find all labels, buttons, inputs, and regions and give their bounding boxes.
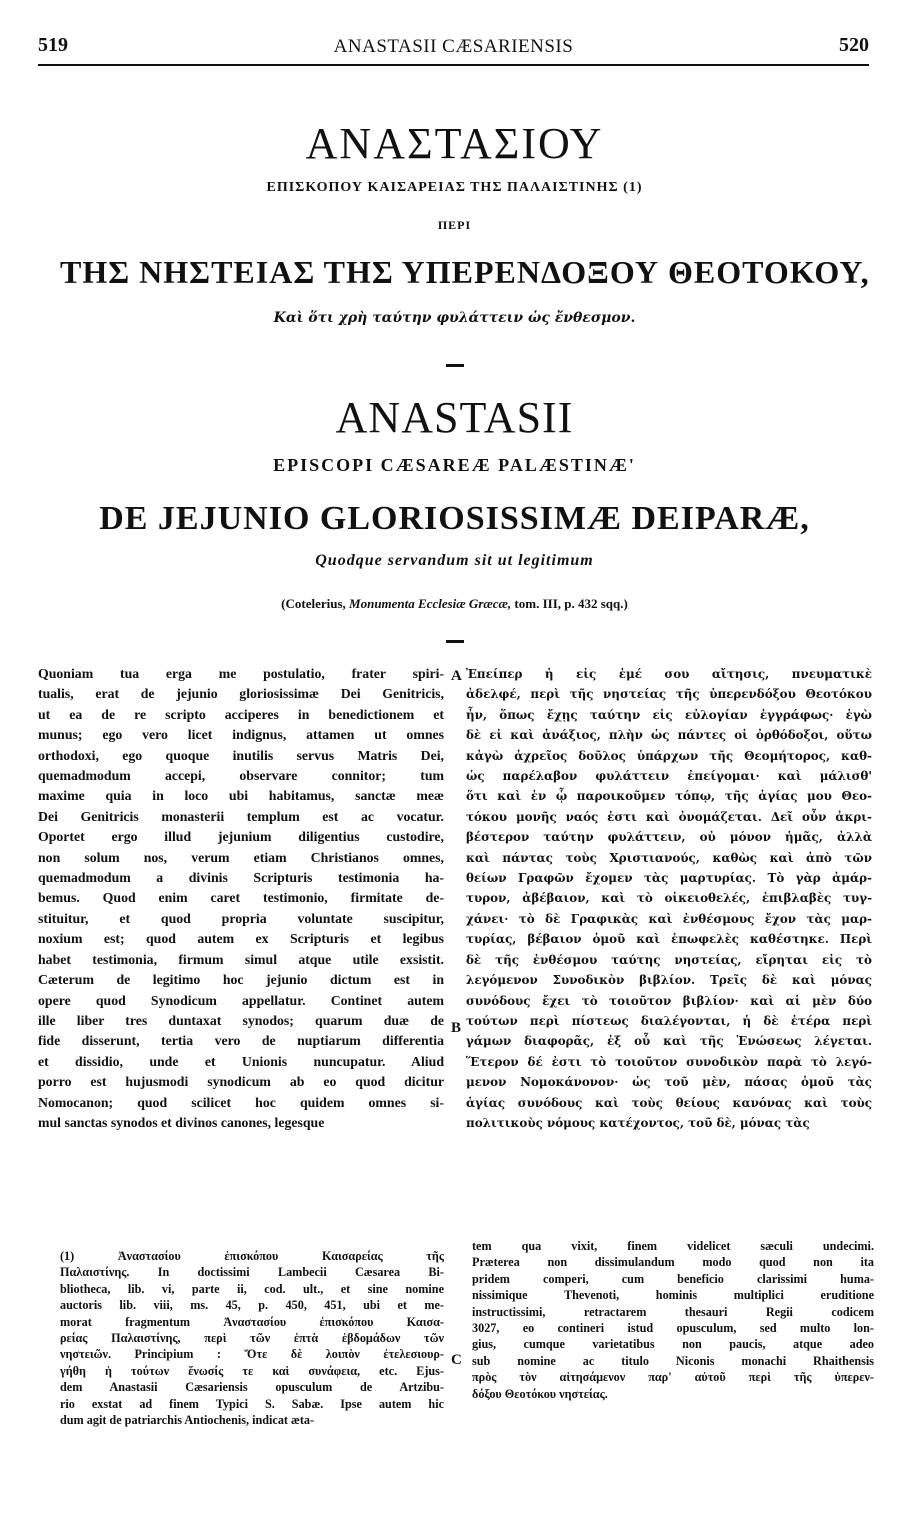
footnote-left: [60, 1248, 444, 1428]
margin-marker-a: A: [451, 668, 462, 684]
footnote-line: dum agit de patriarchis Antiochenis, indicat æta-: [60, 1413, 315, 1428]
latin-text-line: Cæterum de legitimo hoc jejunio dictum est in: [38, 972, 444, 988]
greek-text-line: βέστερον ταύτην φυλάττειν, οὐ μόνον ἡμᾶς, ἀλλὰ: [466, 830, 872, 845]
greek-text-line: λεγόμενον Συνοδικὸν βιβλίον. Τρεῖς δὲ καὶ μόνας: [466, 973, 872, 988]
latin-text-line: opere quod Synodicum appellatur. Continet autem: [38, 992, 444, 1008]
greek-text-line: δὲ τῆς ἐνθέσμου ταύτης νηστείας, εἴρηται εἰς τὸ: [466, 952, 872, 967]
greek-motto: Καὶ ὅτι χρὴ ταύτην φυλάττειν ὡς ἔνθεσμον.: [273, 310, 636, 326]
latin-text-column: [38, 664, 444, 1133]
latin-text-line: Nomocanon; quod scilicet hoc quidem omnes si-: [38, 1094, 444, 1110]
footnote-line: instructissimi, retractarem thesauri Regii codicem: [472, 1304, 874, 1319]
footnote-line: Παλαιστίνης. In doctissimi Lambecii Cæsarea Bi-: [60, 1265, 444, 1280]
greek-text-line: ἁγίας συνόδους καὶ τοὺς θείους κανόνας καὶ τοὺς: [466, 1095, 872, 1110]
source-author: (Cotelerius,: [281, 596, 346, 611]
footnote-line: bliotheca, lib. vi, parte ii, cod. ult., et sine nomine: [60, 1281, 444, 1296]
latin-author-subtitle: EPISCOPI CÆSAREÆ PALÆSTINÆ': [273, 455, 636, 475]
latin-text-line: Dei Genitricis monasterii templum est ac vocatur.: [38, 808, 444, 824]
footnote-line: auctoris lib. viii, ms. 45, p. 450, 451, ubi et me-: [60, 1298, 444, 1313]
greek-text-line: χάνει· τὸ δὲ Γραφικὰς καὶ ἐνθέσμους ἔχον τὰς μαρ-: [466, 911, 872, 926]
running-title: ANASTASII CÆSARIENSIS: [333, 36, 574, 57]
header-rule: [38, 64, 869, 66]
greek-text-line: τυρον, ἀβέβαιον, καὶ τὸ οἰκειοθελές, ἐπιβλαβὲς τυγ-: [466, 891, 872, 906]
greek-peri: ΠΕΡΙ: [437, 218, 472, 232]
latin-text-line: porro est hujusmodi synodicum ab eo quod dicitur: [38, 1074, 444, 1090]
latin-text-line: quemadmodum accepi, observare connitor; tum: [38, 768, 444, 784]
latin-text-line: mul sanctas synodos et divinos canones, legesque: [38, 1114, 325, 1130]
footnote-line: morat fragmentum Ἀναστασίου ἐπισκόπου Καισα-: [60, 1314, 444, 1329]
latin-text-line: tualis, erat de jejunio gloriosissimæ Dei Genitricis,: [38, 686, 444, 702]
source-citation: [60, 596, 849, 612]
greek-text-line: καὶ πάντας τοὺς Χριστιανούς, καθὼς καὶ ἀπὸ τῶν: [466, 850, 872, 865]
greek-text-line: δὲ εἰ καὶ ἀνάξιος, πλὴν ὡς πάντες οἱ ὀρθόδοξοι, οὕτω: [466, 728, 872, 743]
latin-text-line: habet testimonia, firmum simul atque utile exsistit.: [38, 951, 444, 967]
latin-text-line: orthodoxi, ego quoque inutilis servus Matris Dei,: [38, 747, 444, 763]
latin-text-line: Oportet ergo illud jejunium diligentius custodire,: [38, 829, 444, 845]
greek-author-subtitle: ΕΠΙΣΚΟΠΟΥ ΚΑΙΣΑΡΕΙΑΣ ΤΗΣ ΠΑΛΑΙΣΤΙΝΗΣ (1): [266, 180, 643, 195]
greek-text-line: τόκου μονῆς ναός ἐστι καὶ ὀνομάζεται. Δεῖ οὖν ἀκρι-: [466, 809, 872, 824]
footnote-line: tem qua vixit, finem videlicet sæculi undecimi.: [472, 1239, 874, 1253]
greek-work-title: ΤΗΣ ΝΗΣΤΕΙΑΣ ΤΗΣ ΥΠΕΡΕΝΔΟΞΟΥ ΘΕΟΤΟΚΟΥ,: [60, 254, 870, 290]
footnote-line: nissimique Thevenoti, hominis multiplici eruditione: [472, 1288, 874, 1303]
greek-text-line: τυρίας, βέβαιον ὁμοῦ καὶ ἐπωφελὲς καθέστηκε. Περὶ: [466, 932, 872, 947]
latin-text-line: quemadmodum a divinis Scripturis testimonia ha-: [38, 870, 444, 886]
running-head: [38, 34, 869, 58]
footnote-line: ρείας Παλαιστίνης, περὶ τῶν ἑπτὰ ἑβδομάδων τῶν: [60, 1331, 444, 1346]
page-number-right: 520: [839, 34, 869, 56]
latin-text-line: bemus. Quod enim caret testimonio, firmitate de-: [38, 890, 444, 906]
latin-text-line: ille liber tres duntaxat synodos; quarum duæ de: [38, 1012, 444, 1028]
latin-text-line: maxime quia in loco ubi habitamus, sanctæ meæ: [38, 788, 444, 804]
greek-text-line: ὡς παρέλαβον φυλάττειν ἐπείγομαι· καὶ μάλισθ': [466, 769, 872, 784]
latin-text-line: et dissidio, unde et Unionis nuncupatur. Aliud: [38, 1053, 444, 1069]
greek-text-line: μενον Νομοκάνονον· ὡς τοῦ μὲν, πάσας ὁμοῦ τὰς: [466, 1075, 872, 1090]
greek-text-line: ἀδελφέ, περὶ τῆς νηστείας τῆς ὑπερενδόξου Θεοτόκου: [466, 687, 872, 702]
latin-work-title: DE JEJUNIO GLORIOSISSIMÆ DEIPARÆ,: [99, 500, 810, 537]
latin-text-line: non solum nos, verum etiam Christianos omnes,: [38, 849, 444, 865]
margin-marker-c: C: [451, 1352, 462, 1368]
margin-marker-b: B: [451, 1020, 462, 1036]
greek-text-line: ὅτι καὶ ἐν ᾧ παροικοῦμεν τόπῳ, τῆς ἁγίας μου Θεο-: [466, 789, 872, 804]
footnote-line: Præterea non dissimulandum modo quod non ita: [472, 1255, 874, 1270]
source-work: Monumenta Ecclesiæ Græcæ,: [349, 596, 512, 611]
greek-text-line: Ἕτερον δέ ἐστι τὸ τοιοῦτον συνοδικὸν παρὰ τὸ λεγό-: [466, 1054, 872, 1069]
latin-text-line: munus; ego vero licet indignus, attamen ut omnes: [38, 727, 444, 743]
footnote-line: 3027, eo contineri istud opusculum, sed multo lon-: [472, 1321, 874, 1336]
greek-text-column: [466, 664, 872, 1133]
footnote-right: [472, 1238, 874, 1402]
latin-author-name: ANASTASII: [335, 393, 574, 442]
footnote-line: dem Anastasii Cæsariensis opusculum de Artzibu-: [60, 1380, 444, 1395]
page-number-left: 519: [38, 34, 68, 56]
greek-text-line: πολιτικοὺς νόμους κατέχοντος, τοῦ δὲ, μόνας τὰς: [466, 1115, 810, 1130]
footnote-line: pridem comperi, cum beneficio clarissimi huma-: [472, 1271, 874, 1286]
greek-text-line: θείων Γραφῶν ἔχομεν τὰς μαρτυρίας. Τὸ γὰρ ἀμάρ-: [466, 871, 872, 886]
latin-text-line: ut ea de re scripto acciperes in benedictionem et: [38, 706, 444, 722]
greek-text-line: κἀγὼ ἀχρεῖος δοῦλος ὑπάρχων τῆς Θεομήτορος, καθ-: [466, 748, 872, 763]
source-ref: tom. III, p. 432 sqq.): [514, 596, 628, 611]
title-divider: [446, 364, 464, 367]
latin-text-line: Quoniam tua erga me postulatio, frater spiri-: [38, 666, 444, 681]
latin-text-line: noxium est; quod autem ex Scripturis et legibus: [38, 931, 444, 947]
latin-text-line: stituitur, et quod propria voluntate suscipitur,: [38, 910, 444, 926]
footnote-line: γήθη ἡ τούτων ἕνωσίς τε καὶ συνάφεια, etc. Ejus-: [60, 1363, 444, 1378]
footnote-line: rio exstat ad finem Typici S. Sabæ. Ipse autem hic: [60, 1396, 444, 1411]
greek-text-line: Ἐπείπερ ἡ εἰς ἐμέ σου αἴτησις, πνευματικὲ: [466, 667, 872, 681]
greek-text-line: τούτων περὶ πίστεως διαλέγονται, ἡ δὲ ἑτέρα περὶ: [466, 1013, 872, 1028]
greek-text-line: συνόδους ἔχει τὸ τοιοῦτον βιβλίον· καὶ αἱ μὲν δύο: [466, 993, 872, 1008]
body-divider: [446, 640, 464, 643]
latin-text-line: fide disserunt, tertia vero de nuptiarum differentia: [38, 1033, 444, 1049]
footnote-line: sub nomine ac titulo Niconis monachi Rhaithensis: [472, 1353, 874, 1368]
footnote-line: gius, cumque varietatibus non paucis, atque adeo: [472, 1337, 874, 1352]
greek-author-name: ΑΝΑΣΤΑΣΙΟΥ: [305, 119, 604, 168]
footnote-line: νηστειῶν. Principium : Ὅτε δὲ λοιπὸν ἐτελεσιουρ-: [60, 1347, 444, 1362]
greek-text-line: ἦν, ὅπως ἔχῃς ταύτην εἰς εὐλογίαν ἐγγράφως· ἐγὼ: [466, 707, 872, 722]
footnote-line: πρὸς τὸν αἰτησάμενον παρ' αὐτοῦ περὶ τῆς ὑπερεν-: [472, 1370, 874, 1385]
greek-text-line: γάμων διαφορᾶς, ἐξ οὗ καὶ τῆς Ἑνώσεως λέγεται.: [466, 1034, 872, 1049]
footnote-line: (1) Ἀναστασίου ἐπισκόπου Καισαρείας τῆς: [60, 1249, 444, 1263]
footnote-line: δόξου Θεοτόκου νηστείας.: [472, 1386, 608, 1401]
latin-motto: Quodque servandum sit ut legitimum: [315, 552, 594, 569]
